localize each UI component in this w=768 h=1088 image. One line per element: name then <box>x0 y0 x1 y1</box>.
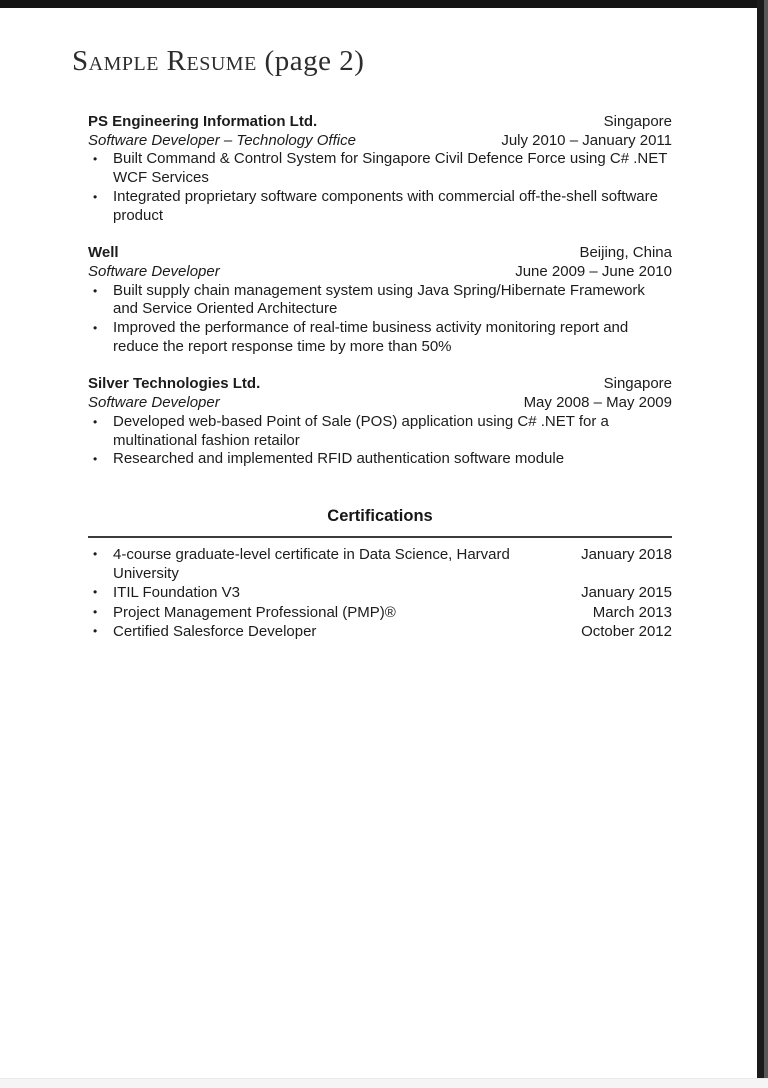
certification-item <box>88 603 672 622</box>
experience-entry-well <box>88 244 672 356</box>
resume-content <box>88 113 672 641</box>
certification-date: March 2013 <box>592 603 672 621</box>
role-row <box>88 263 672 282</box>
bullet-text: Researched and implemented RFID authentication software module <box>113 450 565 468</box>
bullet-list <box>88 150 672 225</box>
bullet-text: Improved the performance of real-time business activity monitoring report and reduce the report response time by more than 50% <box>113 319 629 355</box>
bullet-list <box>88 282 672 357</box>
company-name: PS Engineering Information Ltd. <box>88 113 318 130</box>
bullet-text: Integrated proprietary software components with commercial off-the-shell software product <box>113 187 658 224</box>
certification-item <box>88 545 672 584</box>
certification-date: October 2012 <box>581 622 672 640</box>
certification-date: January 2018 <box>581 545 672 563</box>
certification-name: ITIL Foundation V3 <box>113 584 241 602</box>
company-location: Singapore <box>603 113 672 130</box>
bullet-dot: • <box>93 283 98 298</box>
certification-item <box>88 583 672 602</box>
bullet-dot: • <box>93 452 98 467</box>
experience-entry-ps-engineering <box>88 113 672 225</box>
section-divider <box>88 536 672 538</box>
company-name: Silver Technologies Ltd. <box>88 375 261 393</box>
bullet-dot: • <box>93 585 98 600</box>
bullet-dot: • <box>93 623 98 638</box>
bullet-dot: • <box>93 604 98 619</box>
company-location: Beijing, China <box>579 244 672 262</box>
bullet-dot: • <box>93 321 98 336</box>
bullet-item <box>88 413 672 450</box>
bullet-text: Developed web-based Point of Sale (POS) application using C# .NET for a multinational fashion retailor <box>113 412 609 449</box>
bullet-dot: • <box>93 414 98 429</box>
certification-name: Certified Salesforce Developer <box>113 622 317 640</box>
page-title-main: Sample Resume <box>72 45 257 77</box>
certifications-heading: Certifications <box>327 506 433 525</box>
bullet-item <box>88 450 672 469</box>
company-location: Singapore <box>603 375 672 393</box>
bullet-dot: • <box>93 152 98 167</box>
bullet-text: Built supply chain management system using Java Spring/Hibernate Framework and Service Oriented Architecture <box>113 281 645 318</box>
scan-right-edge <box>757 0 764 1088</box>
certification-date: January 2015 <box>581 584 672 602</box>
scan-right-gutter <box>764 0 768 1088</box>
bullet-dot: • <box>93 546 98 561</box>
page-title <box>72 44 364 78</box>
experience-entry-silver-technologies <box>88 375 672 469</box>
bullet-list <box>88 413 672 469</box>
job-dates: June 2009 – June 2010 <box>515 262 672 280</box>
certification-name: Project Management Professional (PMP)® <box>113 603 396 621</box>
company-row <box>88 375 672 394</box>
bullet-item <box>88 188 672 225</box>
company-row <box>88 244 672 263</box>
certification-item <box>88 622 672 641</box>
page-title-suffix: (page 2) <box>256 45 365 77</box>
job-title: Software Developer – Technology Office <box>88 131 356 149</box>
company-row <box>88 113 672 132</box>
bullet-item <box>88 282 672 319</box>
scan-top-edge <box>0 0 768 8</box>
company-name: Well <box>88 244 119 262</box>
job-title: Software Developer <box>88 262 220 280</box>
bullet-item <box>88 319 672 356</box>
job-dates: July 2010 – January 2011 <box>501 131 672 149</box>
job-dates: May 2008 – May 2009 <box>523 394 672 412</box>
certifications-section <box>88 507 672 641</box>
bullet-dot: • <box>93 189 98 204</box>
role-row <box>88 132 672 151</box>
scan-bottom-edge <box>0 1078 768 1088</box>
job-title: Software Developer <box>88 394 220 412</box>
bullet-text: Built Command & Control System for Singapore Civil Defence Force using C# .NET WCF Services <box>113 150 668 187</box>
role-row <box>88 394 672 413</box>
bullet-item <box>88 150 672 187</box>
certification-name: 4-course graduate-level certificate in Data Science, Harvard University <box>113 545 510 582</box>
